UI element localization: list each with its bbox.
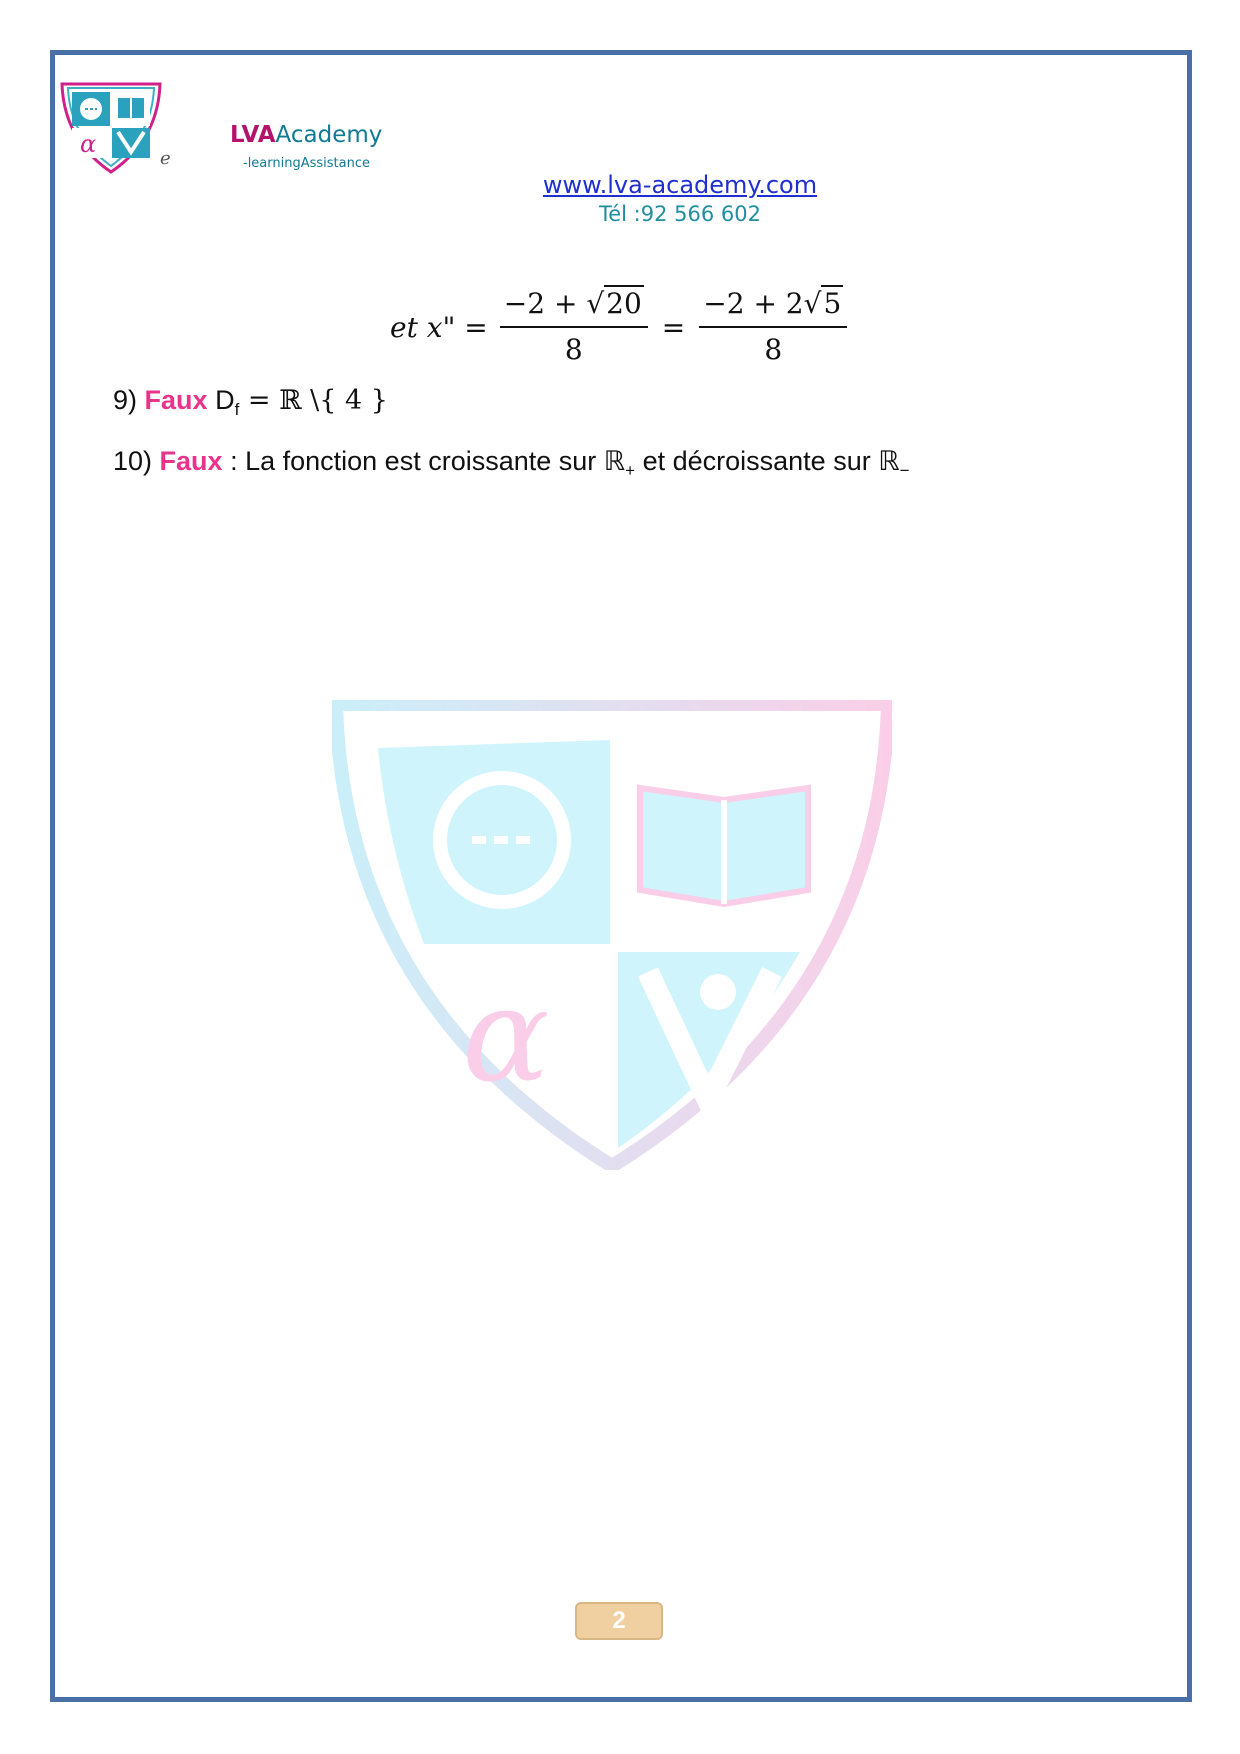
answer-10-text-b: et décroissante sur ℝ <box>635 446 900 476</box>
brand-name <box>230 122 382 148</box>
page-number: 2 <box>575 1602 663 1640</box>
sqrt-5: √5 <box>803 287 842 320</box>
sqrt-20-radicand: 20 <box>606 287 642 320</box>
phone-number: Tél :92 566 602 <box>598 202 761 226</box>
svg-text:α: α <box>80 130 97 158</box>
fraction-1-num-prefix: −2 + <box>503 287 587 320</box>
watermark-shield-icon <box>332 700 892 1170</box>
svg-text:α: α <box>462 959 550 1111</box>
fraction-2 <box>699 286 847 368</box>
answer-9-number: 9) <box>113 385 138 415</box>
fraction-1-denominator: 8 <box>564 333 583 366</box>
equation-x-double-prime <box>390 282 851 372</box>
lva-academy-logo <box>58 80 164 174</box>
brand-academy: Academy <box>275 122 383 148</box>
website-link[interactable]: www.lva-academy.com <box>542 171 818 199</box>
answer-9-subscript: f <box>234 400 240 419</box>
answer-9-verdict: Faux <box>144 385 208 415</box>
equals-sign: = <box>661 310 686 344</box>
equation-lhs: et x" = <box>390 310 488 344</box>
contact-block <box>480 170 880 228</box>
answer-10-verdict: Faux <box>159 446 223 476</box>
answer-10 <box>113 446 910 481</box>
answer-10-text-a: : La fonction est croissante sur ℝ <box>222 446 626 476</box>
fraction-1-numerator <box>500 286 648 328</box>
brand-subtitle: -learningAssistance <box>243 156 370 171</box>
answer-9-text-a: D <box>215 385 235 415</box>
fraction-2-numerator <box>699 286 847 328</box>
sqrt-5-radicand: 5 <box>823 287 842 320</box>
answer-10-sub-minus: − <box>899 461 910 480</box>
brand-lva: LVA <box>230 122 276 148</box>
fraction-1 <box>500 286 648 368</box>
logo-letter: e <box>160 148 171 169</box>
answer-9 <box>113 385 388 420</box>
answer-10-sub-plus: + <box>625 461 636 480</box>
fraction-2-denominator: 8 <box>764 333 783 366</box>
answer-10-number: 10) <box>113 446 153 476</box>
sqrt-20: √20 <box>586 287 642 320</box>
fraction-2-num-prefix: −2 + 2 <box>703 287 804 320</box>
answer-9-text-b: = ℝ \{ 4 } <box>239 385 388 416</box>
